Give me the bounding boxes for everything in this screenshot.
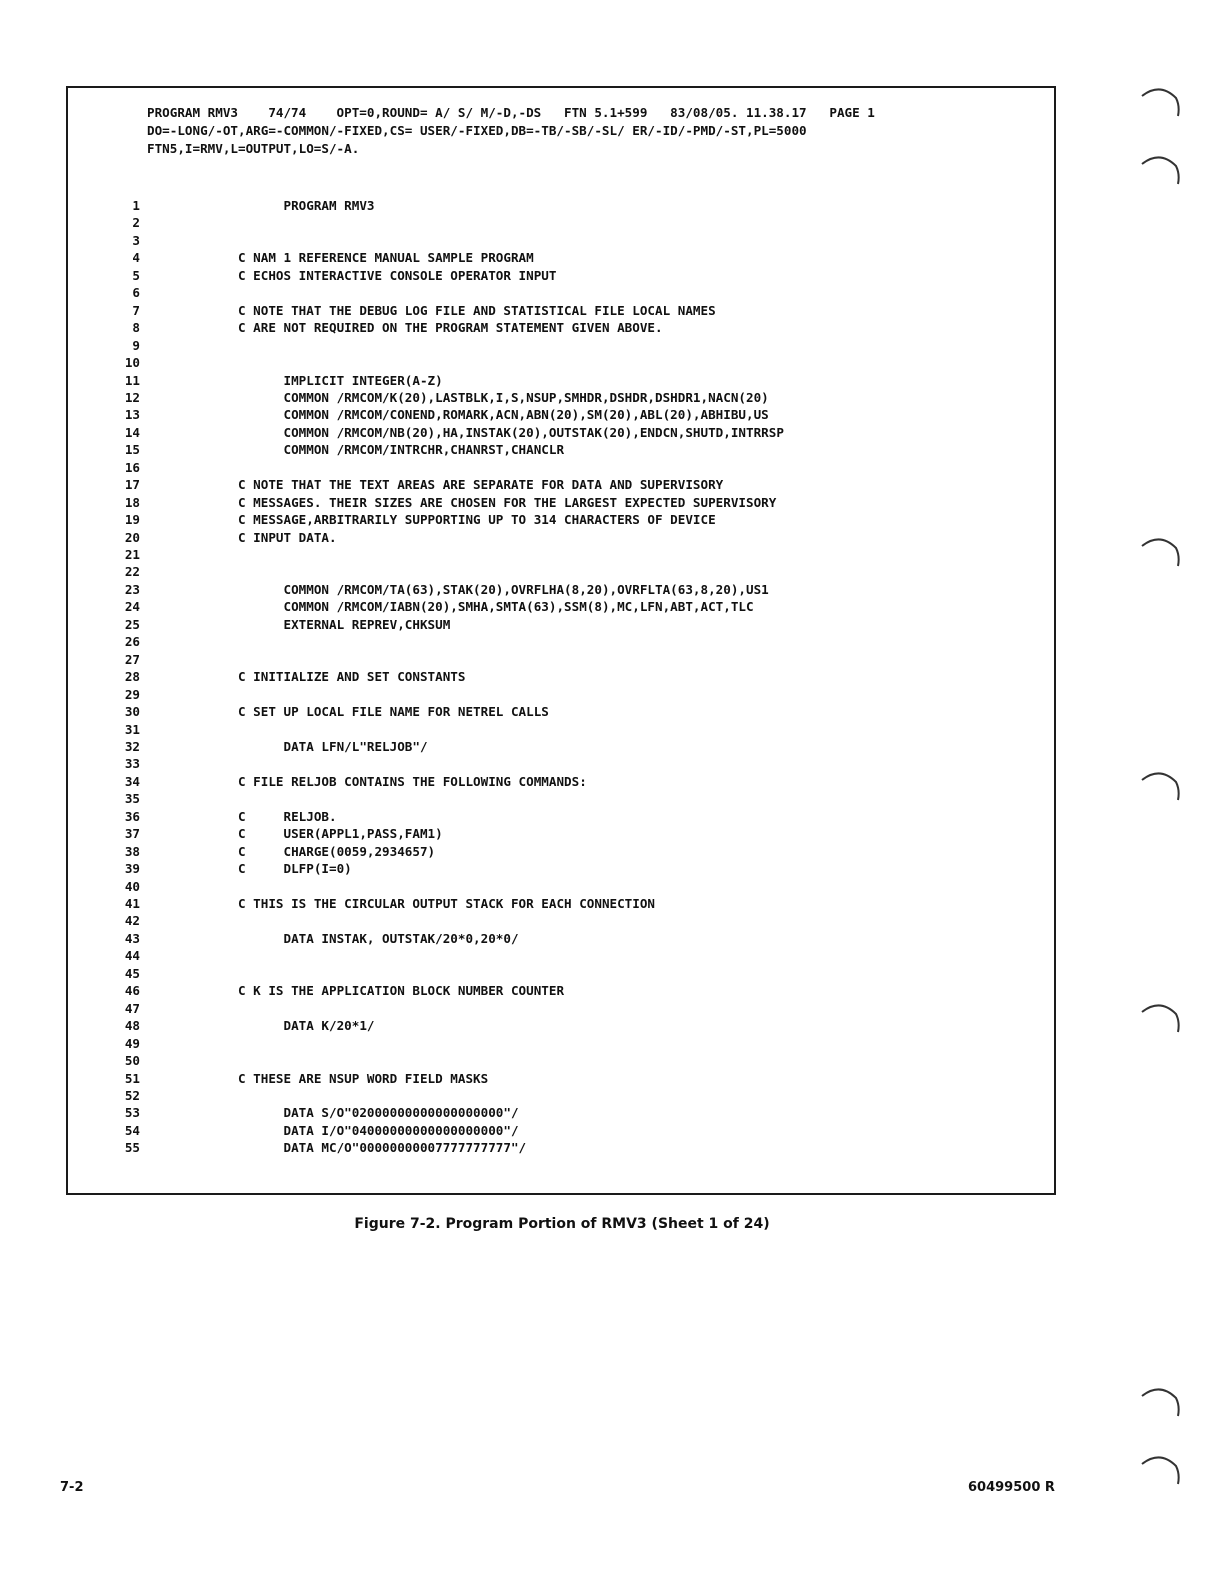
line-number: 49 <box>124 1035 140 1051</box>
line-text: C ARE NOT REQUIRED ON THE PROGRAM STATEMENT GIVEN ABOVE. <box>238 320 663 336</box>
line-text: C MESSAGE,ARBITRARILY SUPPORTING UP TO 314 CHARACTERS OF DEVICE <box>238 512 716 528</box>
line-text: DATA K/20*1/ <box>238 1018 375 1034</box>
listing-header-line-3: FTN5,I=RMV,L=OUTPUT,LO=S/-A. <box>147 141 360 156</box>
line-number: 21 <box>124 547 140 562</box>
line-text: COMMON /RMCOM/K(20),LASTBLK,I,S,NSUP,SMHDR,DSHDR,DSHDR1,NACN(20) <box>238 389 769 405</box>
line-number: 13 <box>124 407 140 423</box>
line-number: 40 <box>124 878 140 894</box>
binder-hole-icon <box>1138 768 1182 802</box>
line-text: C THESE ARE NSUP WORD FIELD MASKS <box>238 1070 489 1086</box>
line-text: EXTERNAL REPREV,CHKSUM <box>238 616 451 632</box>
line-text: C CHARGE(0059,2934657) <box>238 843 436 859</box>
line-number: 33 <box>124 756 140 772</box>
line-number: 18 <box>124 494 140 510</box>
line-number: 20 <box>124 529 140 545</box>
line-number: 12 <box>124 389 140 405</box>
line-number: 16 <box>124 459 140 475</box>
line-text: DATA MC/O"00000000007777777777"/ <box>238 1140 527 1156</box>
line-number: 1 <box>132 198 140 213</box>
line-number: 35 <box>124 791 140 807</box>
line-number: 31 <box>124 721 140 737</box>
line-text: COMMON /RMCOM/IABN(20),SMHA,SMTA(63),SSM(8),MC,LFN,ABT,ACT,TLC <box>238 599 754 615</box>
line-number: 53 <box>124 1105 140 1121</box>
listing-header-line-2: DO=-LONG/-OT,ARG=-COMMON/-FIXED,CS= USER/-FIXED,DB=-TB/-SB/-SL/ ER/-ID/-PMD/-ST,PL=5000 <box>147 123 807 138</box>
line-text: C NOTE THAT THE DEBUG LOG FILE AND STATISTICAL FILE LOCAL NAMES <box>238 302 716 318</box>
line-number: 52 <box>124 1087 140 1103</box>
line-number: 45 <box>124 965 140 981</box>
line-number: 38 <box>124 843 140 859</box>
line-number: 54 <box>124 1122 140 1138</box>
document-id: 60499500 R <box>968 1480 1055 1495</box>
line-number: 24 <box>124 599 140 615</box>
line-number: 37 <box>124 826 140 842</box>
line-text: DATA INSTAK, OUTSTAK/20*0,20*0/ <box>238 930 519 946</box>
line-number: 47 <box>124 1000 140 1016</box>
line-number: 25 <box>124 616 140 632</box>
line-number: 11 <box>124 372 140 388</box>
line-number: 2 <box>132 215 140 231</box>
line-number: 17 <box>124 477 140 493</box>
line-number: 8 <box>132 320 140 336</box>
line-text: COMMON /RMCOM/TA(63),STAK(20),OVRFLHA(8,20),OVRFLTA(63,8,20),US1 <box>238 581 769 597</box>
binder-hole-icon <box>1138 1384 1182 1418</box>
line-number: 15 <box>124 442 140 458</box>
line-number: 30 <box>124 704 140 720</box>
listing-frame <box>66 86 1056 1195</box>
line-text: C NOTE THAT THE TEXT AREAS ARE SEPARATE FOR DATA AND SUPERVISORY <box>238 477 724 493</box>
line-text: IMPLICIT INTEGER(A-Z) <box>238 372 443 388</box>
line-number: 3 <box>132 232 140 248</box>
line-number: 10 <box>124 355 140 371</box>
line-number: 6 <box>132 285 140 301</box>
binder-hole-icon <box>1138 1452 1182 1486</box>
line-text: C FILE RELJOB CONTAINS THE FOLLOWING COMMANDS: <box>238 773 587 789</box>
line-number: 27 <box>124 651 140 667</box>
line-number: 34 <box>124 773 140 789</box>
line-text: C SET UP LOCAL FILE NAME FOR NETREL CALLS <box>238 704 549 720</box>
line-text: COMMON /RMCOM/NB(20),HA,INSTAK(20),OUTSTAK(20),ENDCN,SHUTD,INTRRSP <box>238 424 784 440</box>
line-text: DATA LFN/L"RELJOB"/ <box>238 738 428 754</box>
line-text: C NAM 1 REFERENCE MANUAL SAMPLE PROGRAM <box>238 250 534 266</box>
line-text: C MESSAGES. THEIR SIZES ARE CHOSEN FOR THE LARGEST EXPECTED SUPERVISORY <box>238 494 777 510</box>
line-number: 19 <box>124 512 140 528</box>
line-text: C ECHOS INTERACTIVE CONSOLE OPERATOR INPUT <box>238 267 557 283</box>
line-number: 26 <box>124 634 140 650</box>
line-text: DATA S/O"02000000000000000000"/ <box>238 1105 519 1121</box>
line-number: 14 <box>124 424 140 440</box>
line-number: 42 <box>124 913 140 929</box>
line-number: 36 <box>124 808 140 824</box>
line-text: C THIS IS THE CIRCULAR OUTPUT STACK FOR EACH CONNECTION <box>238 896 656 911</box>
line-number: 32 <box>124 738 140 754</box>
listing-header-line-1: PROGRAM RMV3 74/74 OPT=0,ROUND= A/ S/ M/-D,-DS FTN 5.1+599 83/08/05. 11.38.17 PAGE 1 <box>147 105 875 120</box>
line-number: 50 <box>124 1053 140 1069</box>
page-number: 7-2 <box>60 1480 84 1495</box>
line-number: 51 <box>124 1070 140 1086</box>
line-text: C INITIALIZE AND SET CONSTANTS <box>238 669 466 685</box>
binder-hole-icon <box>1138 1000 1182 1034</box>
line-number: 22 <box>124 564 140 580</box>
line-number: 48 <box>124 1018 140 1034</box>
line-number: 55 <box>124 1140 140 1156</box>
binder-hole-icon <box>1138 152 1182 186</box>
line-number: 9 <box>132 337 140 353</box>
line-text: C K IS THE APPLICATION BLOCK NUMBER COUNTER <box>238 983 565 999</box>
line-text: C DLFP(I=0) <box>238 861 352 877</box>
line-number: 5 <box>132 267 140 283</box>
binder-hole-icon <box>1138 534 1182 568</box>
line-number: 23 <box>124 581 140 597</box>
line-number: 43 <box>124 930 140 946</box>
figure-caption: Figure 7-2. Program Portion of RMV3 (Sheet 1 of 24) <box>354 1216 770 1232</box>
line-text: C USER(APPL1,PASS,FAM1) <box>238 826 443 842</box>
binder-hole-icon <box>1138 84 1182 118</box>
line-number: 46 <box>124 983 140 999</box>
line-text: C INPUT DATA. <box>238 529 337 545</box>
line-number: 4 <box>132 250 140 266</box>
line-text: COMMON /RMCOM/INTRCHR,CHANRST,CHANCLR <box>238 442 565 458</box>
line-number: 28 <box>124 669 140 685</box>
line-number: 44 <box>124 948 140 964</box>
line-number: 41 <box>124 896 140 911</box>
line-text: C RELJOB. <box>238 808 337 824</box>
line-number: 29 <box>124 686 140 702</box>
line-number: 7 <box>132 302 140 318</box>
line-text: PROGRAM RMV3 <box>238 198 375 213</box>
line-text: DATA I/O"04000000000000000000"/ <box>238 1122 519 1138</box>
line-text: COMMON /RMCOM/CONEND,ROMARK,ACN,ABN(20),SM(20),ABL(20),ABHIBU,US <box>238 407 769 423</box>
line-number: 39 <box>124 861 140 877</box>
